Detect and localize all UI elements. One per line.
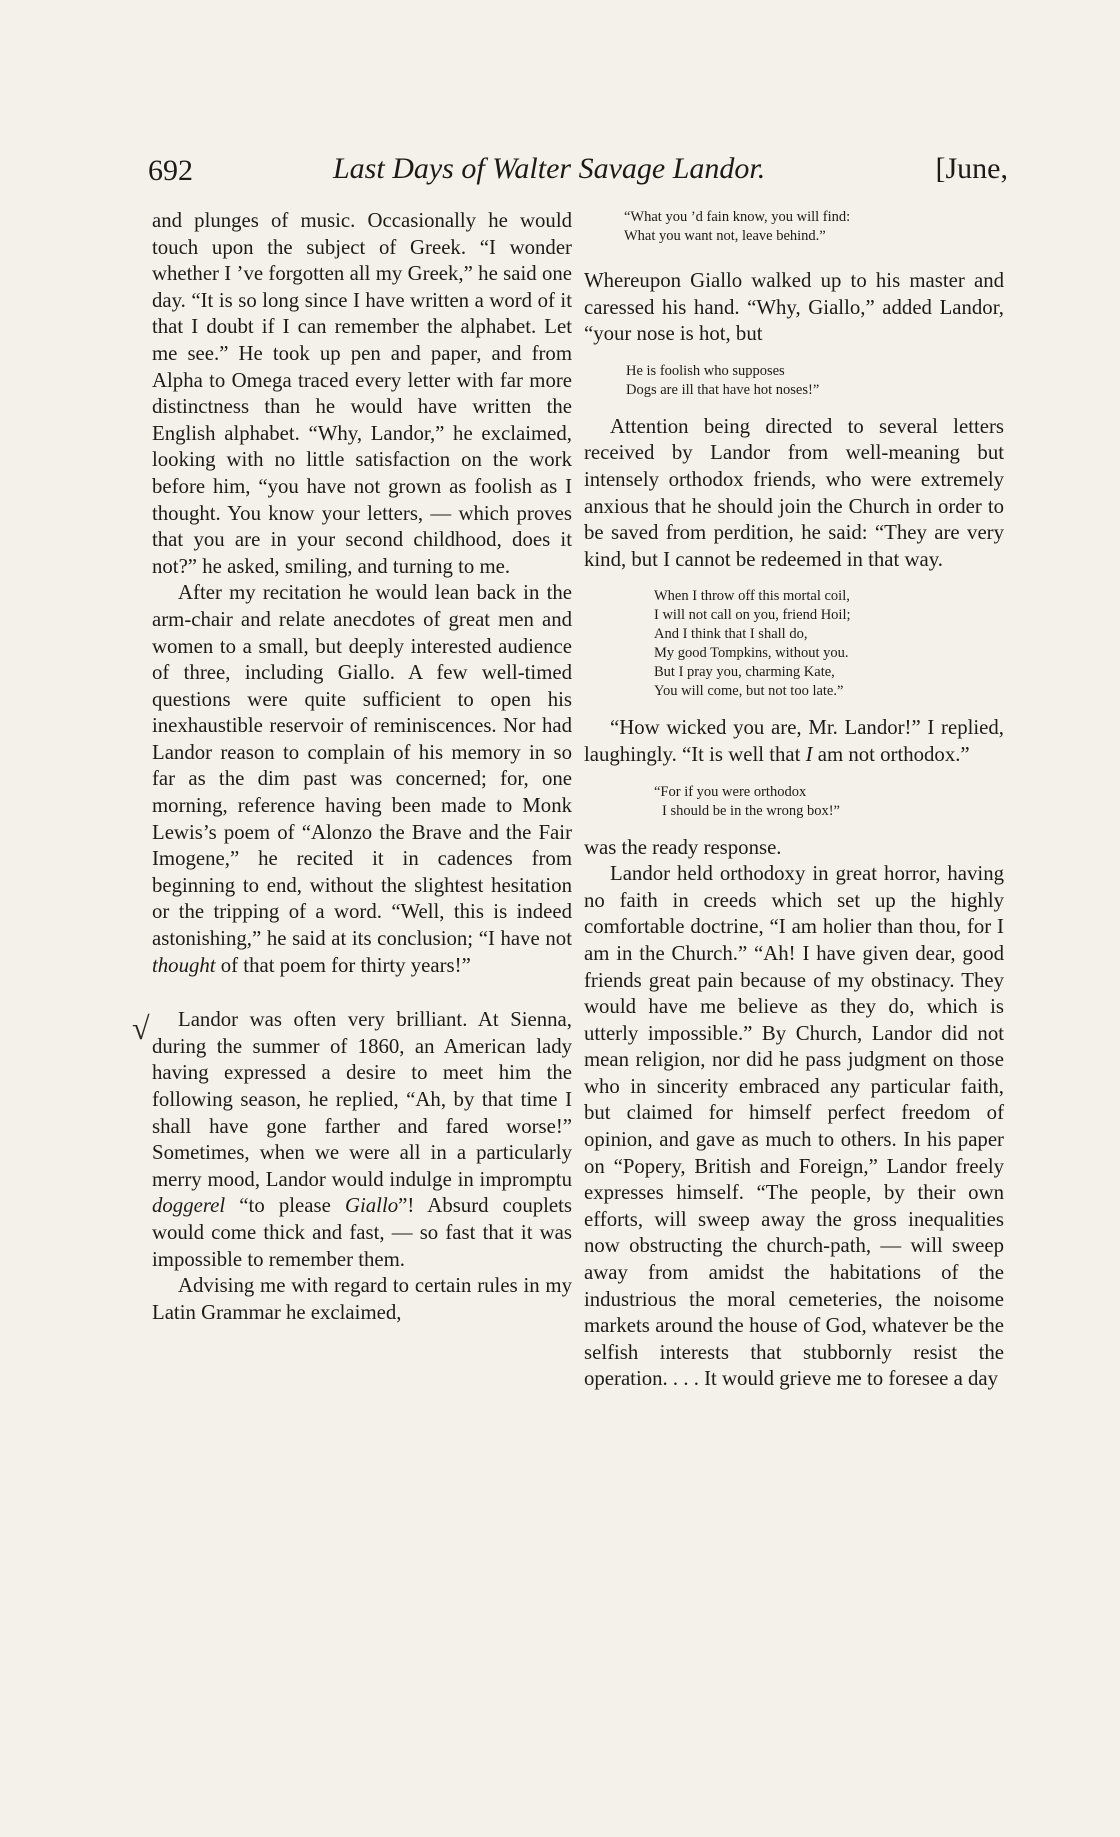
running-header: [148, 150, 1008, 200]
paragraph: Landor was often very brilliant. At Sienna, during the summer of 1860, an American lady having expressed a desire to meet him the following season, he replied, “Ah, by that time I shall have gone farther and fared worse!” Sometimes, when we were all in a particularly merry mood, Landor would indulge in impromptu doggerel “to please Giallo”! Absurd couplets would come thick and fast, — so fast that it was impossible to remember them.: [152, 1008, 572, 1271]
paragraph: Attention being directed to several letters received by Landor from well-meaning but intensely orthodox friends, who were extremely anxious that he should join the Church in order to be saved from perdition, he said: “They are very kind, but I cannot be redeemed in that way.: [584, 414, 1004, 571]
verse-line: And I think that I shall do,: [654, 626, 808, 643]
verse-block: [584, 783, 1004, 821]
verse-line: “For if you were orthodox: [654, 783, 807, 800]
left-column: [152, 208, 572, 1326]
verse-block: [584, 587, 1004, 701]
verse-line: “What you ’d fain know, you will find:: [624, 209, 851, 225]
margin-check-mark: √: [132, 1010, 150, 1046]
paragraph: After my recitation he would lean back in the arm-chair and relate anecdotes of great men and women to a small, but deeply interested audience of three, including Giallo. A few well-timed questions were quite sufficient to open his inexhaustible reservoir of reminiscences. Nor had Landor reason to complain of his memory in so far as the dim past was concerned; for, one morning, reference having been made to Monk Lewis’s poem of “Alonzo the Brave and the Fair Imogene,” he recited it in cadences from beginning to end, without the slightest hesitation or the tripping of a word. “Well, this is indeed astonishing,” he said at its conclusion; “I have not thought of that poem for thirty years!”: [152, 581, 572, 977]
verse-line: You will come, but not too late.”: [654, 683, 844, 700]
paragraph: and plunges of music. Occasionally he would touch upon the subject of Greek. “I wonder whether I ’ve forgotten all my Greek,” he said one day. “It is so long since I have written a word of it that I doubt if I can remember the alphabet. Let me see.” He took up pen and paper, and from Alpha to Omega traced every letter with far more distinctness than he would have written the English alphabet. “Why, Landor,” he exclaimed, looking with no little satisfaction on the work before him, “you have not grown as foolish as I thought. You know your letters, — which proves that you are in your second childhood, does it not?” he asked, smiling, and turning to me.: [152, 209, 572, 578]
paragraph: Whereupon Giallo walked up to his master and caressed his hand. “Why, Giallo,” added Landor, “your nose is hot, but: [584, 269, 1004, 346]
verse-line: I should be in the wrong box!”: [662, 802, 840, 819]
right-column: [584, 208, 1004, 1393]
running-title: Last Days of Walter Savage Landor.: [333, 152, 766, 185]
verse-line: But I pray you, charming Kate,: [654, 664, 835, 681]
verse-block: [584, 362, 1004, 400]
paragraph: “How wicked you are, Mr. Landor!” I replied, laughingly. “It is well that I am not orthodox.”: [584, 716, 1004, 766]
verse-line: I will not call on you, friend Hoil;: [654, 607, 851, 624]
verse-line: My good Tompkins, without you.: [654, 645, 849, 662]
paragraph: was the ready response.: [584, 835, 782, 859]
verse-line: What you want not, leave behind.”: [624, 228, 826, 244]
verse-block: [584, 208, 1004, 246]
paragraph: Landor held orthodoxy in great horror, having no faith in creeds which set up the highly comfortable doctrine, “I am holier than thou, for I am in the Church.” “Ah! I have given dear, good friends great pain because of my obstinacy. They would have me believe as they do, which is utterly impossible.” By Church, Landor did not mean religion, nor did he pass judgment on those who in sincerity embraced any particular faith, but claimed for himself perfect freedom of opinion, and gave as much to others. In his paper on “Popery, British and Foreign,” Landor freely expresses himself. “The people, by their own efforts, will sweep away the gross inequalities now obstructing the church-path, — will sweep away from amidst the habitations of the industrious the moral cemeteries, the noisome markets around the house of God, whatever be the selfish interests that stubbornly resist the operation. . . . It would grieve me to foresee a day: [584, 862, 1004, 1391]
month-label: [June,: [935, 152, 1008, 185]
verse-line: Dogs are ill that have hot noses!”: [626, 381, 820, 398]
verse-line: He is foolish who supposes: [626, 362, 785, 379]
verse-line: When I throw off this mortal coil,: [654, 588, 850, 605]
paragraph: Advising me with regard to certain rules in my Latin Grammar he exclaimed,: [152, 1274, 572, 1324]
page-number: 692: [148, 154, 193, 187]
